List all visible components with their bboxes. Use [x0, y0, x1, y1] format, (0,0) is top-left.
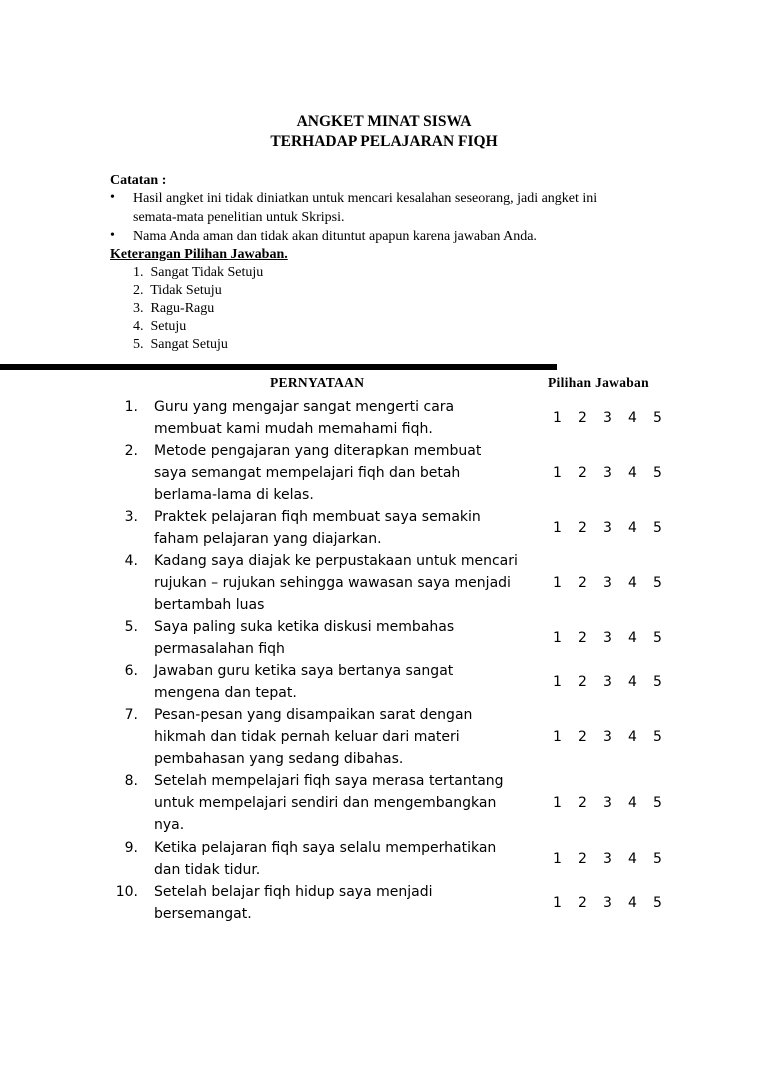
choice-option-5[interactable]: 5	[653, 410, 662, 426]
choice-option-4[interactable]: 4	[628, 520, 637, 536]
choice-option-5[interactable]: 5	[653, 795, 662, 811]
answer-choices	[545, 892, 670, 914]
statement-line: Setelah mempelajari fiqh saya merasa tertantang	[154, 773, 504, 789]
statement-line: Jawaban guru ketika saya bertanya sangat	[154, 663, 454, 679]
table-row	[0, 881, 768, 925]
choice-option-2[interactable]: 2	[578, 795, 587, 811]
note-1-line-2: semata-mata penelitian untuk Skripsi.	[133, 210, 345, 225]
choice-option-1[interactable]: 1	[553, 729, 562, 745]
choice-option-2[interactable]: 2	[578, 851, 587, 867]
statement-text	[154, 770, 539, 836]
table-row	[0, 506, 768, 550]
statement-text	[154, 440, 539, 506]
row-number: 6.	[124, 663, 138, 679]
statement-line: dan tidak tidur.	[154, 862, 261, 878]
choice-option-4[interactable]: 4	[628, 630, 637, 646]
table-row	[0, 704, 768, 770]
statement-line: faham pelajaran yang diajarkan.	[154, 531, 382, 547]
choice-option-1[interactable]: 1	[553, 575, 562, 591]
title-line-1: ANGKET MINAT SISWA	[296, 113, 472, 130]
row-number: 3.	[124, 509, 138, 525]
divider	[0, 364, 557, 370]
choice-option-5[interactable]: 5	[653, 674, 662, 690]
choice-option-2[interactable]: 2	[578, 520, 587, 536]
statement-line: Setelah belajar fiqh hidup saya menjadi	[154, 884, 433, 900]
statement-line: mengena dan tepat.	[154, 685, 297, 701]
choice-option-4[interactable]: 4	[628, 674, 637, 690]
choice-option-3[interactable]: 3	[603, 465, 612, 481]
table-row	[0, 770, 768, 836]
choice-option-3[interactable]: 3	[603, 520, 612, 536]
row-number: 7.	[124, 707, 138, 723]
table-row	[0, 550, 768, 616]
statement-text	[154, 396, 539, 440]
choice-option-2[interactable]: 2	[578, 895, 587, 911]
note-2: Nama Anda aman dan tidak akan dituntut apapun karena jawaban Anda.	[133, 229, 537, 244]
row-number: 4.	[124, 553, 138, 569]
legend-item: 5. Sangat Setuju	[133, 337, 228, 352]
statement-line: Metode pengajaran yang diterapkan membuat	[154, 443, 482, 459]
choice-option-5[interactable]: 5	[653, 895, 662, 911]
choice-option-1[interactable]: 1	[553, 465, 562, 481]
header-statement: PERNYATAAN	[270, 375, 365, 390]
note-1-line-1: Hasil angket ini tidak diniatkan untuk mencari kesalahan seseorang, jadi angket ini	[133, 191, 598, 206]
choice-option-1[interactable]: 1	[553, 630, 562, 646]
choice-option-4[interactable]: 4	[628, 895, 637, 911]
statement-text	[154, 881, 539, 925]
legend-item: 2. Tidak Setuju	[133, 283, 222, 298]
statement-line: Pesan-pesan yang disampaikan sarat dengan	[154, 707, 473, 723]
choice-option-1[interactable]: 1	[553, 895, 562, 911]
bullet-icon: •	[110, 228, 115, 243]
choice-option-3[interactable]: 3	[603, 895, 612, 911]
row-number: 8.	[124, 773, 138, 789]
choice-option-2[interactable]: 2	[578, 575, 587, 591]
choice-option-4[interactable]: 4	[628, 729, 637, 745]
row-number: 2.	[124, 443, 138, 459]
choice-option-3[interactable]: 3	[603, 851, 612, 867]
statement-line: bertambah luas	[154, 597, 265, 613]
choice-option-1[interactable]: 1	[553, 851, 562, 867]
statement-text	[154, 506, 539, 550]
legend-label: Keterangan Pilihan Jawaban.	[110, 247, 288, 262]
statement-line: Ketika pelajaran fiqh saya selalu memperhatikan	[154, 840, 497, 856]
statement-line: Praktek pelajaran fiqh membuat saya semakin	[154, 509, 481, 525]
statement-line: untuk mempelajari sendiri dan mengembangkan	[154, 795, 497, 811]
statement-line: bersemangat.	[154, 906, 252, 922]
choice-option-3[interactable]: 3	[603, 630, 612, 646]
legend-item: 3. Ragu-Ragu	[133, 301, 215, 316]
choice-option-1[interactable]: 1	[553, 795, 562, 811]
answer-choices	[545, 517, 670, 539]
answer-choices	[545, 572, 670, 594]
row-number: 1.	[124, 399, 138, 415]
choice-option-2[interactable]: 2	[578, 630, 587, 646]
choice-option-1[interactable]: 1	[553, 520, 562, 536]
statement-line: membuat kami mudah memahami fiqh.	[154, 421, 433, 437]
statement-text	[154, 616, 539, 660]
row-number: 5.	[124, 619, 138, 635]
choice-option-5[interactable]: 5	[653, 465, 662, 481]
statement-line: permasalahan fiqh	[154, 641, 285, 657]
legend-item: 4. Setuju	[133, 319, 187, 334]
choice-option-4[interactable]: 4	[628, 795, 637, 811]
statement-text	[154, 837, 539, 881]
choice-option-1[interactable]: 1	[553, 674, 562, 690]
notes-label: Catatan :	[110, 173, 167, 188]
answer-choices	[545, 671, 670, 693]
choice-option-2[interactable]: 2	[578, 410, 587, 426]
statement-line: rujukan – rujukan sehingga wawasan saya menjadi	[154, 575, 511, 591]
answer-choices	[545, 848, 670, 870]
choice-option-3[interactable]: 3	[603, 575, 612, 591]
statement-line: pembahasan yang sedang dibahas.	[154, 751, 404, 767]
bullet-icon: •	[110, 190, 115, 205]
statement-line: Guru yang mengajar sangat mengerti cara	[154, 399, 455, 415]
title-line-2: TERHADAP PELAJARAN FIQH	[270, 133, 498, 150]
answer-choices	[545, 407, 670, 429]
answer-choices	[545, 462, 670, 484]
choice-option-4[interactable]: 4	[628, 410, 637, 426]
table-row	[0, 440, 768, 506]
choice-option-5[interactable]: 5	[653, 729, 662, 745]
legend-item: 1. Sangat Tidak Setuju	[133, 265, 264, 280]
choice-option-5[interactable]: 5	[653, 520, 662, 536]
choice-option-5[interactable]: 5	[653, 851, 662, 867]
statement-line: saya semangat mempelajari fiqh dan betah	[154, 465, 461, 481]
answer-choices	[545, 627, 670, 649]
choice-option-2[interactable]: 2	[578, 674, 587, 690]
choice-option-5[interactable]: 5	[653, 630, 662, 646]
statement-line: Saya paling suka ketika diskusi membahas	[154, 619, 455, 635]
choice-option-3[interactable]: 3	[603, 674, 612, 690]
choice-option-4[interactable]: 4	[628, 465, 637, 481]
statement-line: berlama-lama di kelas.	[154, 487, 314, 503]
statement-text	[154, 550, 539, 616]
choice-option-4[interactable]: 4	[628, 575, 637, 591]
choice-option-3[interactable]: 3	[603, 410, 612, 426]
statement-text	[154, 660, 539, 704]
choice-option-5[interactable]: 5	[653, 575, 662, 591]
answer-choices	[545, 792, 670, 814]
table-row	[0, 396, 768, 440]
table-row	[0, 660, 768, 704]
choice-option-1[interactable]: 1	[553, 410, 562, 426]
choice-option-2[interactable]: 2	[578, 729, 587, 745]
choice-option-2[interactable]: 2	[578, 465, 587, 481]
row-number: 10.	[115, 884, 138, 900]
table-row	[0, 616, 768, 660]
statement-line: hikmah dan tidak pernah keluar dari materi	[154, 729, 460, 745]
table-row	[0, 837, 768, 881]
row-number: 9.	[124, 840, 138, 856]
choice-option-4[interactable]: 4	[628, 851, 637, 867]
choice-option-3[interactable]: 3	[603, 729, 612, 745]
statement-line: nya.	[154, 817, 185, 833]
statement-text	[154, 704, 539, 770]
answer-choices	[545, 726, 670, 748]
header-choices: Pilihan Jawaban	[548, 375, 649, 390]
statement-line: Kadang saya diajak ke perpustakaan untuk mencari	[154, 553, 518, 569]
choice-option-3[interactable]: 3	[603, 795, 612, 811]
